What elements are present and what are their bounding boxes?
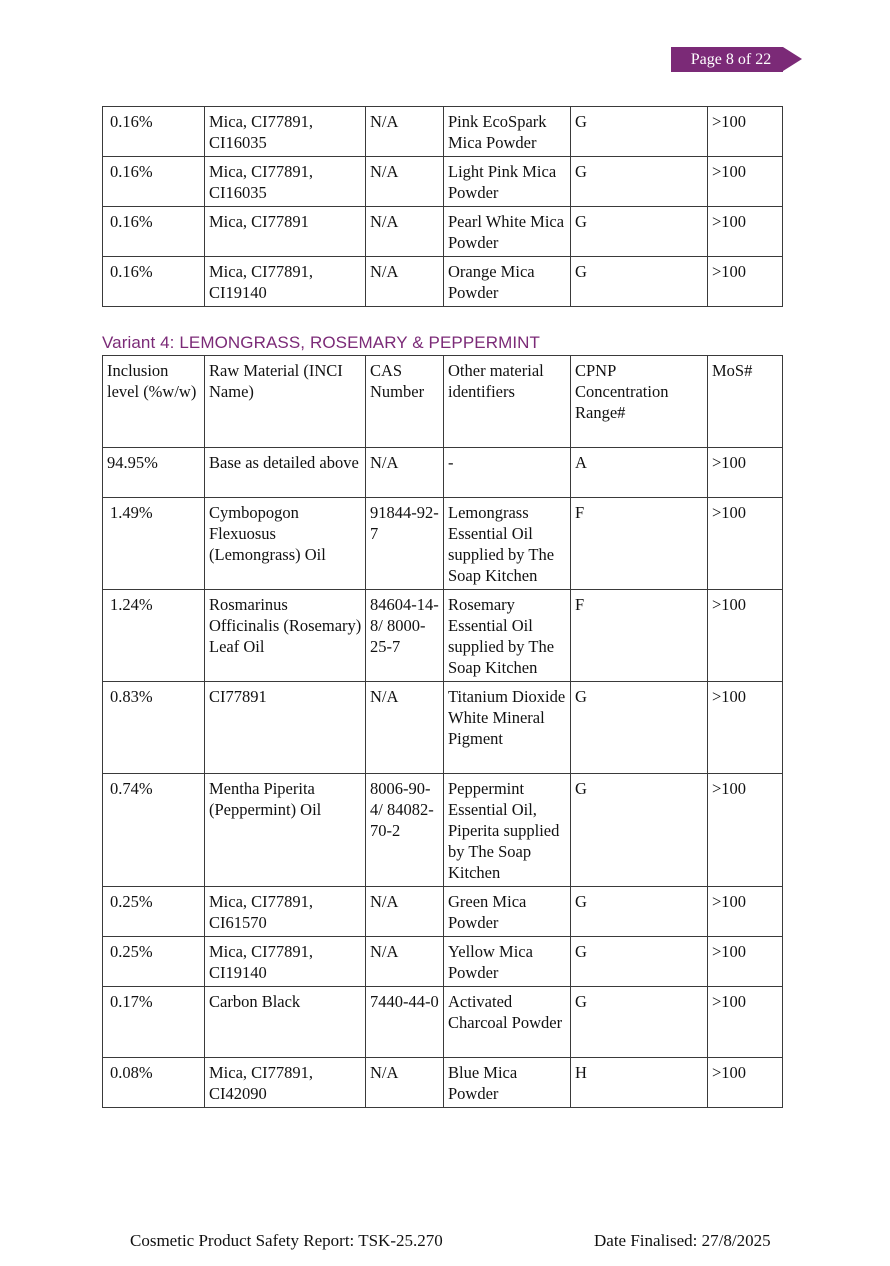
raw-material-cell: Mica, CI77891: [205, 207, 366, 257]
header-cpnp-range: CPNP Concentration Range#: [571, 356, 708, 448]
raw-material-cell: Mica, CI77891, CI42090: [205, 1058, 366, 1108]
cas-number-cell: N/A: [366, 1058, 444, 1108]
identifier-cell: Green Mica Powder: [444, 887, 571, 937]
raw-material-cell: CI77891: [205, 682, 366, 774]
identifier-cell: Titanium Dioxide White Mineral Pigment: [444, 682, 571, 774]
mos-cell: >100: [708, 157, 783, 207]
cpnp-range-cell: G: [571, 207, 708, 257]
mos-cell: >100: [708, 257, 783, 307]
identifier-cell: Pearl White Mica Powder: [444, 207, 571, 257]
cas-number-cell: N/A: [366, 257, 444, 307]
header-cas-number: CAS Number: [366, 356, 444, 448]
cas-number-cell: N/A: [366, 448, 444, 498]
table-header-row: [103, 356, 783, 448]
identifier-cell: Rosemary Essential Oil supplied by The Soap Kitchen: [444, 590, 571, 682]
table-row: [103, 937, 783, 987]
inclusion-level-cell: 94.95%: [103, 448, 205, 498]
cpnp-range-cell: G: [571, 257, 708, 307]
inclusion-level-cell: 0.16%: [103, 157, 205, 207]
footer-date-finalised: Date Finalised: 27/8/2025: [594, 1231, 771, 1250]
cpnp-range-cell: H: [571, 1058, 708, 1108]
mos-cell: >100: [708, 987, 783, 1058]
mos-cell: >100: [708, 682, 783, 774]
raw-material-cell: Mica, CI77891, CI19140: [205, 257, 366, 307]
variant-4-heading: Variant 4: LEMONGRASS, ROSEMARY & PEPPERMINT: [102, 333, 541, 352]
ingredients-table-continued: [102, 106, 783, 307]
header-other-identifiers: Other material identifiers: [444, 356, 571, 448]
cpnp-range-cell: G: [571, 774, 708, 887]
identifier-cell: Light Pink Mica Powder: [444, 157, 571, 207]
mos-cell: >100: [708, 448, 783, 498]
cpnp-range-cell: G: [571, 887, 708, 937]
identifier-cell: Yellow Mica Powder: [444, 937, 571, 987]
mos-cell: >100: [708, 207, 783, 257]
mos-cell: >100: [708, 1058, 783, 1108]
identifier-cell: -: [444, 448, 571, 498]
footer-report-id: Cosmetic Product Safety Report: TSK-25.270: [130, 1231, 443, 1250]
table-row: [103, 682, 783, 774]
inclusion-level-cell: 0.08%: [103, 1058, 205, 1108]
inclusion-level-cell: 0.83%: [103, 682, 205, 774]
cas-number-cell: 7440-44-0: [366, 987, 444, 1058]
cas-number-cell: 91844-92-7: [366, 498, 444, 590]
cas-number-cell: 84604-14-8/ 8000-25-7: [366, 590, 444, 682]
inclusion-level-cell: 0.16%: [103, 257, 205, 307]
page-number-badge: Page 8 of 22: [671, 47, 783, 72]
raw-material-cell: Base as detailed above: [205, 448, 366, 498]
table-row: [103, 1058, 783, 1108]
mos-cell: >100: [708, 498, 783, 590]
table-row: [103, 448, 783, 498]
inclusion-level-cell: 0.74%: [103, 774, 205, 887]
inclusion-level-cell: 1.24%: [103, 590, 205, 682]
raw-material-cell: Rosmarinus Officinalis (Rosemary) Leaf Oil: [205, 590, 366, 682]
identifier-cell: Lemongrass Essential Oil supplied by The Soap Kitchen: [444, 498, 571, 590]
table-row: [103, 257, 783, 307]
table-row: [103, 774, 783, 887]
cas-number-cell: N/A: [366, 937, 444, 987]
table-row: [103, 107, 783, 157]
mos-cell: >100: [708, 887, 783, 937]
mos-cell: >100: [708, 107, 783, 157]
variant-4-ingredients-table: [102, 355, 783, 1108]
table-row: [103, 987, 783, 1058]
raw-material-cell: Mica, CI77891, CI16035: [205, 157, 366, 207]
identifier-cell: Blue Mica Powder: [444, 1058, 571, 1108]
inclusion-level-cell: 0.25%: [103, 887, 205, 937]
inclusion-level-cell: 0.17%: [103, 987, 205, 1058]
cpnp-range-cell: G: [571, 682, 708, 774]
header-raw-material: Raw Material (INCI Name): [205, 356, 366, 448]
identifier-cell: Activated Charcoal Powder: [444, 987, 571, 1058]
mos-cell: >100: [708, 937, 783, 987]
cas-number-cell: N/A: [366, 107, 444, 157]
cpnp-range-cell: A: [571, 448, 708, 498]
header-inclusion-level: Inclusion level (%w/w): [103, 356, 205, 448]
raw-material-cell: Mentha Piperita (Peppermint) Oil: [205, 774, 366, 887]
table-row: [103, 157, 783, 207]
identifier-cell: Orange Mica Powder: [444, 257, 571, 307]
cas-number-cell: N/A: [366, 157, 444, 207]
inclusion-level-cell: 1.49%: [103, 498, 205, 590]
cpnp-range-cell: G: [571, 157, 708, 207]
cpnp-range-cell: G: [571, 107, 708, 157]
raw-material-cell: Mica, CI77891, CI16035: [205, 107, 366, 157]
raw-material-cell: Cymbopogon Flexuosus (Lemongrass) Oil: [205, 498, 366, 590]
table-row: [103, 590, 783, 682]
cpnp-range-cell: F: [571, 590, 708, 682]
inclusion-level-cell: 0.16%: [103, 207, 205, 257]
raw-material-cell: Mica, CI77891, CI61570: [205, 887, 366, 937]
mos-cell: >100: [708, 590, 783, 682]
raw-material-cell: Mica, CI77891, CI19140: [205, 937, 366, 987]
cas-number-cell: 8006-90-4/ 84082-70-2: [366, 774, 444, 887]
raw-material-cell: Carbon Black: [205, 987, 366, 1058]
inclusion-level-cell: 0.25%: [103, 937, 205, 987]
header-mos: MoS#: [708, 356, 783, 448]
cpnp-range-cell: F: [571, 498, 708, 590]
cas-number-cell: N/A: [366, 887, 444, 937]
cas-number-cell: N/A: [366, 682, 444, 774]
cpnp-range-cell: G: [571, 987, 708, 1058]
cpnp-range-cell: G: [571, 937, 708, 987]
inclusion-level-cell: 0.16%: [103, 107, 205, 157]
identifier-cell: Pink EcoSpark Mica Powder: [444, 107, 571, 157]
table-row: [103, 498, 783, 590]
cas-number-cell: N/A: [366, 207, 444, 257]
table-row: [103, 207, 783, 257]
table-row: [103, 887, 783, 937]
mos-cell: >100: [708, 774, 783, 887]
identifier-cell: Peppermint Essential Oil, Piperita supplied by The Soap Kitchen: [444, 774, 571, 887]
